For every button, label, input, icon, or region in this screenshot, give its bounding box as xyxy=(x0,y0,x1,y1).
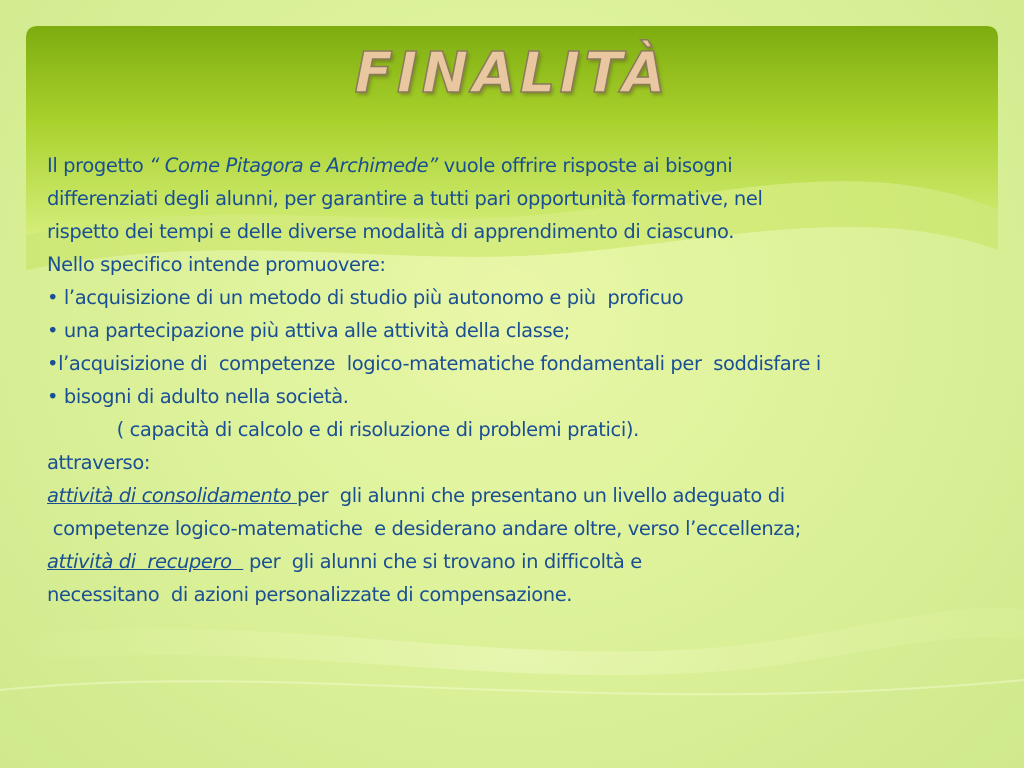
recupero-label: attività di recupero xyxy=(47,550,244,573)
bullet-4: • bisogni di adulto nella società. xyxy=(47,385,349,408)
intro-line xyxy=(47,149,1007,182)
slide-title: FINALITÀ xyxy=(354,41,670,106)
bullet-3: •l’acquisizione di competenze logico-matematiche fondamentali per soddisfare i xyxy=(47,352,821,375)
bullet-2: • una partecipazione più attiva alle attività della classe; xyxy=(47,319,570,342)
slide-body xyxy=(47,149,1007,611)
body-line-9: ( capacità di calcolo e di risoluzione di problemi pratici). xyxy=(47,418,639,441)
recupero-text: per gli alunni che si trovano in difficoltà e xyxy=(243,550,642,573)
recupero-continuation: necessitano di azioni personalizzate di compensazione. xyxy=(47,583,573,606)
item-recupero xyxy=(47,545,1007,578)
item-consolidamento xyxy=(47,479,1007,512)
intro-suffix: vuole offrire risposte ai bisogni xyxy=(437,154,733,177)
consolidamento-label: attività di consolidamento xyxy=(47,484,297,507)
body-line-4: Nello specifico intende promuovere: xyxy=(47,253,386,276)
body-line-10: attraverso: xyxy=(47,451,151,474)
project-name: “ Come Pitagora e Archimede” xyxy=(149,154,438,177)
consolidamento-text: per gli alunni che presentano un livello adeguato di xyxy=(297,484,785,507)
body-line-3: rispetto dei tempi e delle diverse modalità di apprendimento di ciascuno. xyxy=(47,220,735,243)
consolidamento-continuation: competenze logico-matematiche e desiderano andare oltre, verso l’eccellenza; xyxy=(47,517,801,540)
bullet-1: • l’acquisizione di un metodo di studio più autonomo e più proficuo xyxy=(47,286,684,309)
intro-prefix: Il progetto xyxy=(47,154,150,177)
body-line-2: differenziati degli alunni, per garantire a tutti pari opportunità formative, nel xyxy=(47,187,763,210)
